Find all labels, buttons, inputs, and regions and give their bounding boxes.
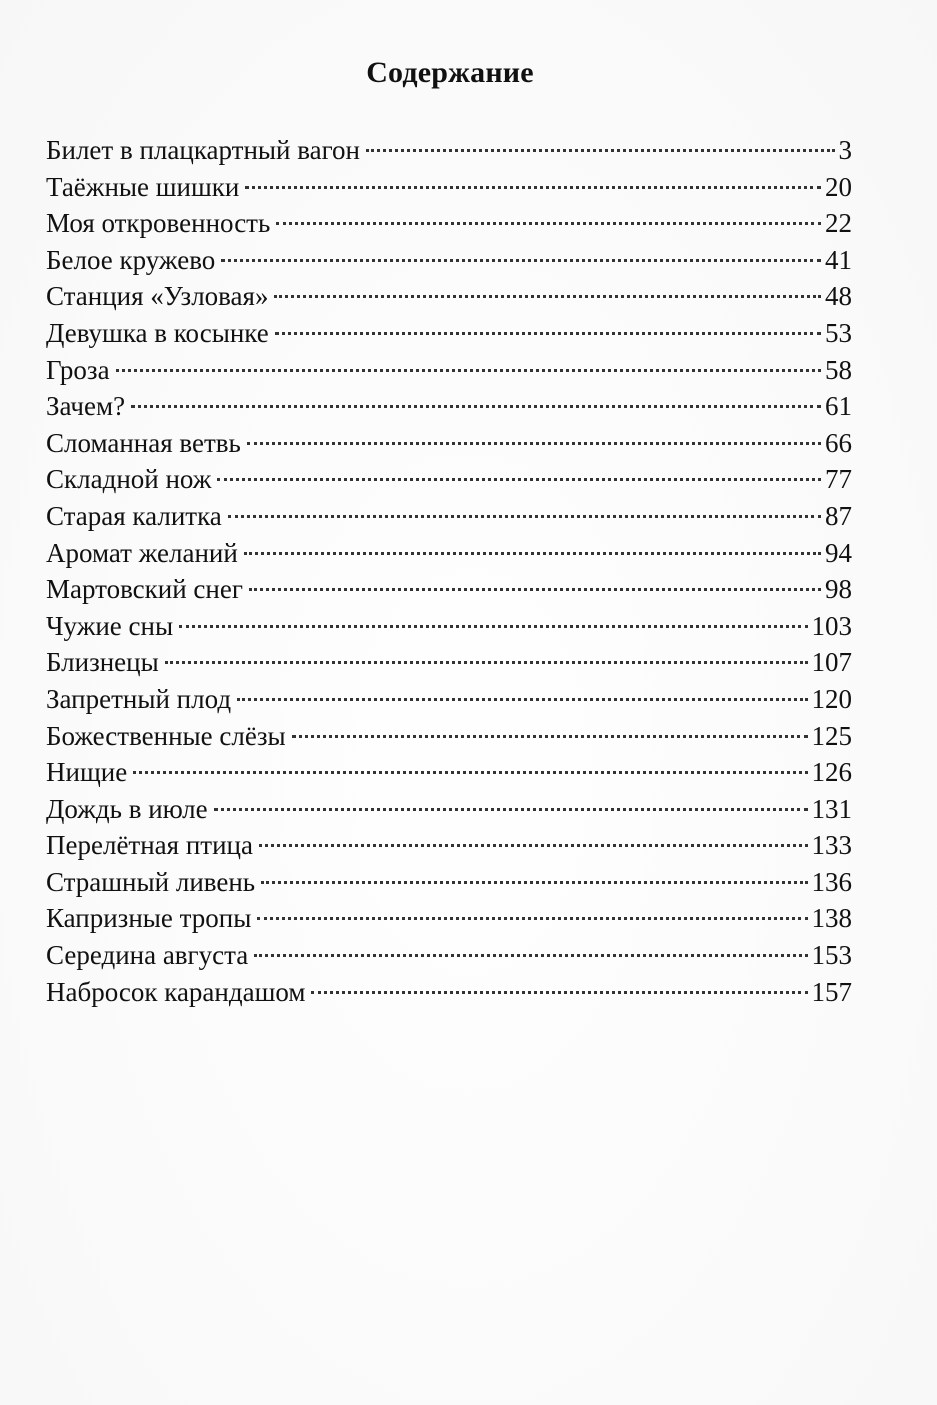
toc-entry (46, 644, 852, 681)
toc-entry-page-number: 136 (811, 866, 852, 897)
toc-entry-page-number: 20 (825, 171, 852, 202)
toc-entry-title: Чужие сны (46, 610, 174, 641)
toc-entry-title: Страшный ливень (46, 866, 256, 897)
dot-leader (221, 259, 821, 262)
toc-entry-page-number: 48 (825, 281, 852, 312)
dot-leader (249, 588, 821, 591)
toc-entry-page-number: 126 (811, 757, 852, 788)
toc-entry-title: Гроза (46, 354, 110, 385)
toc-entry-title: Аромат желаний (46, 537, 238, 568)
toc-entry (46, 791, 852, 828)
dot-leader (165, 661, 808, 664)
toc-entry-title: Билет в плацкартный вагон (46, 135, 360, 165)
toc-entry (46, 242, 852, 279)
toc-entry-title: Дождь в июле (46, 793, 208, 824)
toc-entry (46, 278, 852, 315)
toc-entry-page-number: 98 (825, 574, 852, 605)
toc-entry (46, 827, 852, 864)
toc-entry-title: Запретный плод (46, 683, 232, 714)
toc-entry-title: Белое кружево (46, 244, 216, 275)
dot-leader (179, 625, 807, 628)
toc-entry (46, 900, 852, 937)
toc-entry (46, 718, 852, 755)
toc-entry (46, 974, 852, 1011)
toc-entry-page-number: 66 (825, 427, 852, 458)
toc-entry-page-number: 133 (811, 830, 852, 861)
dot-leader (247, 442, 821, 445)
toc-entry-page-number: 125 (811, 720, 852, 751)
toc-entry (46, 169, 852, 206)
toc-entry (46, 388, 852, 425)
dot-leader (274, 295, 821, 298)
toc-entry-page-number: 157 (811, 976, 852, 1007)
toc-entry (46, 498, 852, 535)
toc-entry (46, 754, 852, 791)
dot-leader (292, 735, 808, 738)
toc-entry-title: Близнецы (46, 647, 159, 678)
toc-entry-title: Перелётная птица (46, 830, 253, 861)
dot-leader (116, 369, 821, 372)
dot-leader (254, 954, 807, 957)
toc-entry (46, 937, 852, 974)
dot-leader (257, 917, 807, 920)
toc-entry-page-number: 77 (825, 464, 852, 495)
dot-leader (245, 186, 821, 189)
dot-leader (275, 332, 821, 335)
toc-entry-title: Середина августа (46, 940, 249, 971)
dot-leader (131, 405, 821, 408)
toc-entry (46, 535, 852, 572)
toc-entry (46, 461, 852, 498)
toc-entry-title: Нищие (46, 757, 128, 788)
dot-leader (244, 552, 821, 555)
toc-entry-page-number: 138 (811, 903, 852, 934)
toc-entry-page-number: 61 (825, 391, 852, 422)
toc-entry-page-number: 131 (811, 793, 852, 824)
toc-entry (46, 132, 852, 169)
dot-leader (366, 149, 835, 152)
toc-entry-title: Станция «Узловая» (46, 281, 269, 312)
toc-entry-page-number: 153 (811, 940, 852, 971)
toc-entry-title: Таёжные шишки (46, 171, 240, 202)
toc-entry-title: Складной нож (46, 464, 212, 495)
toc-entry (46, 571, 852, 608)
dot-leader (276, 222, 821, 225)
dot-leader (259, 844, 808, 847)
toc-entry (46, 681, 852, 718)
toc-entry (46, 864, 852, 901)
toc-entry-title: Божественные слёзы (46, 720, 286, 751)
toc-entry (46, 425, 852, 462)
toc-entry-page-number: 94 (825, 537, 852, 568)
toc-entry-page-number: 3 (838, 135, 852, 165)
toc-entry-title: Сломанная ветвь (46, 427, 241, 458)
toc-entry-title: Моя откровенность (46, 208, 271, 239)
dot-leader (228, 515, 821, 518)
toc-entry (46, 315, 852, 352)
toc-entry (46, 205, 852, 242)
toc-entry-page-number: 22 (825, 208, 852, 239)
dot-leader (261, 881, 807, 884)
dot-leader (311, 991, 807, 994)
toc-entry-page-number: 107 (811, 647, 852, 678)
dot-leader (237, 698, 807, 701)
toc-entry (46, 352, 852, 389)
toc-entry-title: Девушка в косынке (46, 317, 269, 348)
dot-leader (133, 771, 807, 774)
table-of-contents (46, 132, 852, 1010)
toc-entry-title: Набросок карандашом (46, 976, 306, 1007)
page-title: Содержание (366, 56, 534, 89)
toc-entry-page-number: 103 (811, 610, 852, 641)
dot-leader (217, 478, 821, 481)
toc-entry-page-number: 53 (825, 317, 852, 348)
toc-entry (46, 608, 852, 645)
toc-entry-page-number: 58 (825, 354, 852, 385)
toc-entry-page-number: 120 (811, 683, 852, 714)
toc-entry-page-number: 41 (825, 244, 852, 275)
toc-entry-title: Зачем? (46, 391, 126, 422)
toc-entry-title: Мартовский снег (46, 574, 243, 605)
toc-entry-title: Старая калитка (46, 500, 222, 531)
dot-leader (214, 808, 808, 811)
toc-entry-title: Капризные тропы (46, 903, 252, 934)
toc-entry-page-number: 87 (825, 500, 852, 531)
